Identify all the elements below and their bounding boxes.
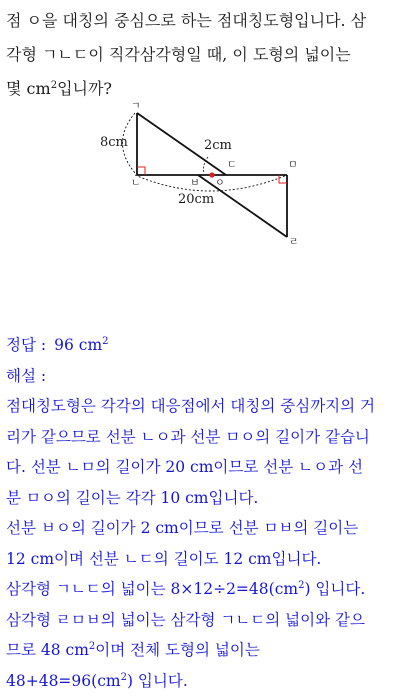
problem-line-3-sup: 2 (50, 80, 58, 91)
area-line-2: 삼각형 ㄹㅁㅂ의 넓이는 삼각형 ㄱㄴㄷ의 넓이와 같으 (6, 610, 365, 629)
label-m: ㅁ (288, 160, 298, 171)
point-symmetric-figure (80, 95, 320, 255)
answer-sup: 2 (102, 336, 109, 347)
area-line-3-post: 이며 전체 도형의 넓이는 (95, 641, 260, 659)
label-n: ㄴ (131, 178, 141, 189)
area-line-1-post: ) 입니다. (304, 580, 366, 598)
label-g: ㄱ (131, 101, 141, 112)
area-line-1 (6, 574, 398, 605)
explanation-line-6: 12 cm이며 선분 ㄴㄷ의 길이도 12 cm입니다. (6, 549, 322, 568)
length-8cm: 8cm (100, 135, 128, 150)
explanation-line-5: 선분 ㅂㅇ의 길이가 2 cm이므로 선분 ㅁㅂ의 길이는 (6, 519, 359, 537)
label-d: ㄷ (227, 160, 237, 171)
area-line-4-pre: 48+48=96(cm (6, 671, 121, 690)
problem-line-3-pre: 몇 cm (6, 79, 51, 98)
label-o: ㅇ (215, 178, 225, 189)
area-line-4 (6, 666, 398, 697)
solution-block (6, 330, 398, 696)
problem-line-1: 점 ㅇ을 대칭의 중심으로 하는 점대칭도형입니다. 삼 (6, 11, 367, 30)
length-2cm: 2cm (204, 138, 232, 153)
label-b: ㅂ (190, 178, 200, 189)
area-line-1-sup: 2 (298, 580, 305, 591)
center-dot (209, 172, 214, 177)
figure-svg (80, 95, 320, 255)
problem-statement (6, 4, 396, 106)
area-line-4-sup: 2 (120, 671, 127, 683)
answer-value: 96 cm (54, 336, 103, 354)
explanation-label: 해설 : (6, 366, 47, 385)
label-r: ㄹ (289, 237, 299, 248)
explanation-line-4: 분 ㅁㅇ의 길이는 각각 10 cm입니다. (6, 488, 259, 507)
explanation-line-3: 다. 선분 ㄴㅁ의 길이가 20 cm이므로 선분 ㄴㅇ과 선 (6, 458, 363, 476)
right-angle-n (137, 167, 145, 175)
length-20cm: 20cm (178, 192, 215, 207)
problem-line-3-post: 입니까? (57, 79, 113, 98)
area-line-3 (6, 635, 398, 666)
answer-label: 정답 : (6, 336, 47, 354)
area-line-4-post: ) 입니다. (126, 671, 188, 690)
problem-line-2: 각형 ㄱㄴㄷ이 직각삼각형일 때, 이 도형의 넓이는 (6, 45, 351, 64)
area-line-3-pre: 므로 48 cm (6, 641, 89, 659)
area-line-3-sup: 2 (88, 641, 96, 652)
area-line-1-pre: 삼각형 ㄱㄴㄷ의 넓이는 8×12÷2=48(cm (6, 580, 299, 598)
explanation-line-2: 리가 같으므로 선분 ㄴㅇ과 선분 ㅁㅇ의 길이가 같습니 (6, 427, 370, 446)
answer-line (6, 330, 398, 361)
explanation-line-1: 점대칭도형은 각각의 대응점에서 대칭의 중심까지의 거 (6, 397, 376, 415)
